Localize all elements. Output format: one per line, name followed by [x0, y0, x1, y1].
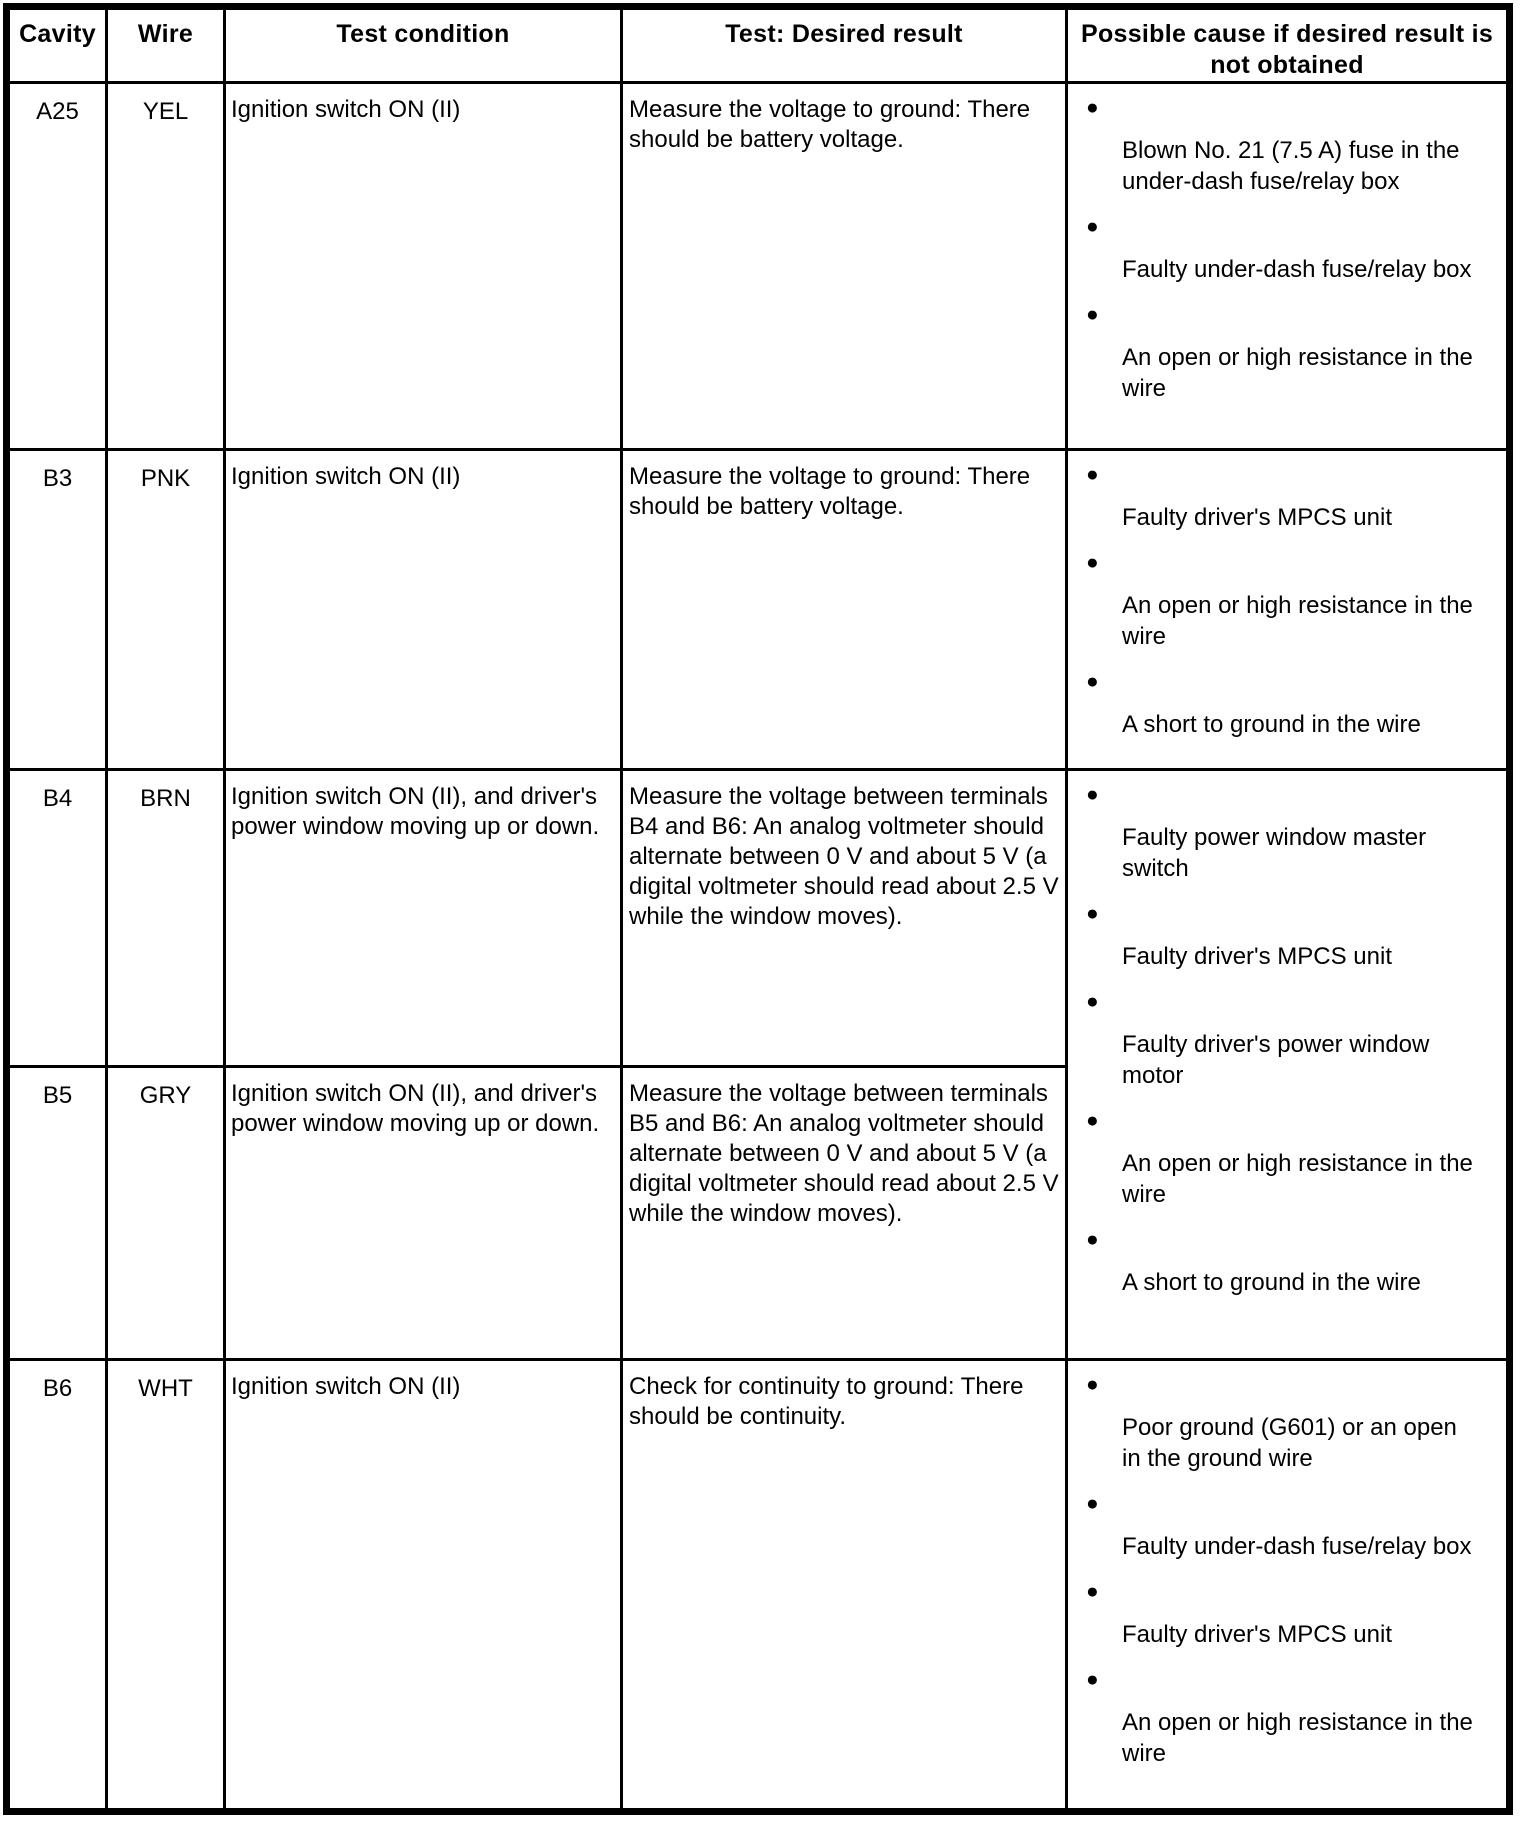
cause-text: An open or high resistance in the wire: [1122, 344, 1473, 402]
cause-text: An open or high resistance in the wire: [1122, 592, 1473, 650]
cause-item: [1084, 1228, 1486, 1298]
troubleshooting-table: [3, 3, 1513, 1815]
cause-item: [1084, 1109, 1486, 1210]
bullet-icon: ●: [1086, 670, 1099, 693]
cavity-cell: B6: [7, 1360, 107, 1812]
cause-item: [1084, 670, 1486, 740]
column-header-condition: Test condition: [225, 7, 622, 83]
bullet-icon: ●: [1086, 303, 1099, 326]
condition-cell: Ignition switch ON (II): [225, 1360, 622, 1812]
cause-text: An open or high resistance in the wire: [1122, 1709, 1473, 1767]
result-cell: Measure the voltage to ground: There should be battery voltage.: [622, 450, 1067, 770]
cause-item: [1084, 783, 1486, 884]
wire-cell: YEL: [107, 83, 225, 450]
cavity-cell: B5: [7, 1067, 107, 1360]
cause-item: [1084, 303, 1486, 404]
wire-cell: PNK: [107, 450, 225, 770]
result-cell: Measure the voltage between terminals B5 and B6: An analog voltmeter should alternate between 0 V and about 5 V (a digital voltmeter should read about 2.5 V while the window moves).: [622, 1067, 1067, 1360]
cause-item: [1084, 215, 1486, 285]
wire-cell: BRN: [107, 770, 225, 1067]
bullet-icon: ●: [1086, 1580, 1099, 1603]
causes-cell: [1067, 1360, 1510, 1812]
bullet-icon: ●: [1086, 1228, 1099, 1251]
cause-text: A short to ground in the wire: [1122, 1269, 1421, 1296]
cause-text: Faulty driver's MPCS unit: [1122, 504, 1392, 531]
bullet-icon: ●: [1086, 783, 1099, 806]
result-cell: Check for continuity to ground: There should be continuity.: [622, 1360, 1067, 1812]
causes-cell: [1067, 450, 1510, 770]
cavity-cell: B4: [7, 770, 107, 1067]
cause-text: Blown No. 21 (7.5 A) fuse in the under-dash fuse/relay box: [1122, 137, 1460, 195]
cause-text: Faulty under-dash fuse/relay box: [1122, 256, 1472, 283]
bullet-icon: ●: [1086, 96, 1099, 119]
cause-text: An open or high resistance in the wire: [1122, 1150, 1473, 1208]
result-cell: Measure the voltage between terminals B4 and B6: An analog voltmeter should alternate between 0 V and about 5 V (a digital voltmeter should read about 2.5 V while the window moves).: [622, 770, 1067, 1067]
cause-item: [1084, 902, 1486, 972]
cause-item: [1084, 463, 1486, 533]
wire-cell: WHT: [107, 1360, 225, 1812]
cause-text: Poor ground (G601) or an open in the ground wire: [1122, 1414, 1457, 1472]
column-header-cause: Possible cause if desired result is not obtained: [1067, 7, 1510, 83]
bullet-icon: ●: [1086, 990, 1099, 1013]
result-cell: Measure the voltage to ground: There should be battery voltage.: [622, 83, 1067, 450]
cause-item: [1084, 1580, 1486, 1650]
cause-item: [1084, 551, 1486, 652]
bullet-icon: ●: [1086, 1373, 1099, 1396]
table-row-b6: [7, 1360, 1510, 1812]
header-row: [7, 7, 1510, 83]
cause-text: Faulty power window master switch: [1122, 824, 1427, 882]
cause-item: [1084, 990, 1486, 1091]
cavity-cell: B3: [7, 450, 107, 770]
table-row-b4: [7, 770, 1510, 1067]
column-header-wire: Wire: [107, 7, 225, 83]
bullet-icon: ●: [1086, 551, 1099, 574]
causes-cell-merged-b4-b5: [1067, 770, 1510, 1360]
cause-text: Faulty under-dash fuse/relay box: [1122, 1533, 1472, 1560]
condition-cell: Ignition switch ON (II): [225, 83, 622, 450]
column-header-cavity: Cavity: [7, 7, 107, 83]
bullet-icon: ●: [1086, 1109, 1099, 1132]
bullet-icon: ●: [1086, 215, 1099, 238]
condition-cell: Ignition switch ON (II), and driver's power window moving up or down.: [225, 770, 622, 1067]
table-row-a25: [7, 83, 1510, 450]
cause-item: [1084, 96, 1486, 197]
condition-cell: Ignition switch ON (II): [225, 450, 622, 770]
bullet-icon: ●: [1086, 463, 1099, 486]
column-header-result: Test: Desired result: [622, 7, 1067, 83]
bullet-icon: ●: [1086, 1668, 1099, 1691]
cause-text: Faulty driver's MPCS unit: [1122, 943, 1392, 970]
cause-text: A short to ground in the wire: [1122, 711, 1421, 738]
wire-cell: GRY: [107, 1067, 225, 1360]
bullet-icon: ●: [1086, 902, 1099, 925]
condition-cell: Ignition switch ON (II), and driver's power window moving up or down.: [225, 1067, 622, 1360]
cavity-cell: A25: [7, 83, 107, 450]
causes-cell: [1067, 83, 1510, 450]
cause-text: Faulty driver's MPCS unit: [1122, 1621, 1392, 1648]
cause-item: [1084, 1668, 1486, 1769]
cause-item: [1084, 1373, 1486, 1474]
cause-item: [1084, 1492, 1486, 1562]
cause-text: Faulty driver's power window motor: [1122, 1031, 1430, 1089]
table-row-b3: [7, 450, 1510, 770]
bullet-icon: ●: [1086, 1492, 1099, 1515]
